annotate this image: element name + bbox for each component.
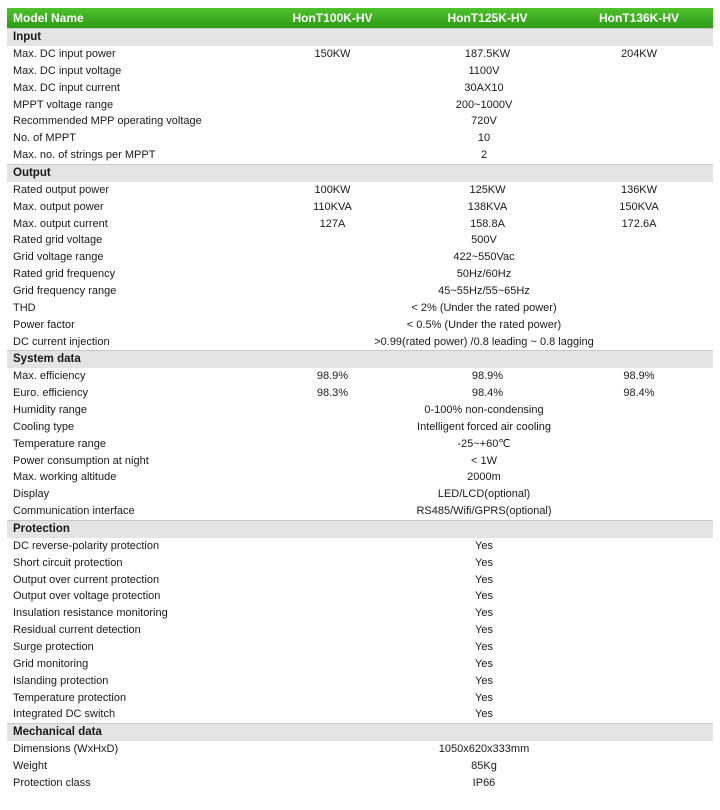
spec-label: Insulation resistance monitoring — [13, 607, 168, 620]
spec-label: Dimensions (WxHxD) — [13, 743, 119, 756]
spec-row — [7, 130, 713, 147]
spec-value-all-models: 1100V — [468, 64, 500, 77]
spec-label: Rated grid frequency — [13, 268, 116, 281]
spec-row — [7, 775, 713, 792]
spec-label: No. of MPPT — [13, 132, 76, 145]
spec-label: Temperature range — [13, 437, 106, 450]
spec-label: Power consumption at night — [13, 454, 149, 467]
section-header: Input — [7, 28, 713, 46]
spec-label: THD — [13, 301, 36, 314]
spec-value-model-3: 98.4% — [623, 387, 655, 400]
spec-label: Surge protection — [13, 641, 94, 653]
spec-table — [7, 8, 713, 792]
spec-value-all-models: 200~1000V — [455, 98, 513, 111]
spec-row — [7, 486, 713, 503]
table-header — [7, 8, 713, 28]
spec-value-model-1: 100KW — [314, 183, 351, 196]
spec-label: Max. DC input current — [13, 81, 120, 94]
spec-label: MPPT voltage range — [13, 98, 114, 111]
spec-value-all-models: RS485/Wifi/GPRS(optional) — [416, 505, 552, 518]
spec-row — [7, 199, 713, 216]
spec-label: Rated grid voltage — [13, 234, 103, 247]
spec-row — [7, 334, 713, 351]
header-model-1: HonT100K-HV — [292, 11, 373, 25]
spec-row — [7, 639, 713, 656]
spec-row — [7, 706, 713, 723]
spec-label: Display — [13, 488, 50, 501]
spec-row — [7, 503, 713, 520]
spec-row — [7, 419, 713, 436]
spec-row — [7, 317, 713, 334]
spec-row — [7, 249, 713, 266]
spec-value-model-2: 98.4% — [471, 387, 504, 400]
spec-label: Grid frequency range — [13, 284, 117, 297]
section-header: System data — [7, 350, 713, 368]
spec-label: Humidity range — [13, 404, 87, 417]
spec-label: Output over current protection — [13, 573, 160, 586]
spec-row — [7, 216, 713, 233]
spec-label: Cooling type — [13, 420, 75, 433]
spec-value-model-1: 98.3% — [316, 387, 349, 400]
spec-value-all-models: < 0.5% (Under the rated power) — [406, 318, 562, 331]
spec-label: Euro. efficiency — [13, 387, 89, 400]
spec-value-all-models: < 1W — [471, 454, 497, 467]
spec-value-model-3: 136KW — [620, 183, 658, 196]
spec-label: Weight — [13, 760, 48, 773]
spec-value-all-models: Yes — [475, 657, 493, 670]
spec-label: Output over voltage protection — [13, 590, 161, 603]
spec-label: Recommended MPP operating voltage — [13, 115, 202, 128]
spec-label: Max. output power — [13, 200, 104, 213]
spec-label: Integrated DC switch — [13, 708, 116, 721]
spec-value-all-models: Yes — [475, 624, 493, 637]
spec-value-all-models: LED/LCD(optional) — [437, 488, 531, 501]
spec-label: Rated output power — [13, 183, 110, 196]
spec-value-model-1: 150KW — [314, 48, 351, 60]
spec-row — [7, 46, 713, 63]
spec-value-all-models: Yes — [475, 573, 493, 586]
spec-value-all-models: 10 — [477, 132, 491, 145]
spec-label: Max. working altitude — [13, 471, 117, 484]
spec-value-all-models: Yes — [475, 708, 493, 721]
spec-value-all-models: Yes — [475, 539, 493, 552]
spec-row — [7, 453, 713, 470]
spec-value-model-2: 158.8A — [470, 217, 505, 230]
spec-value-all-models: Yes — [475, 674, 493, 687]
spec-value-all-models: 422~550Vac — [453, 251, 515, 264]
spec-value-all-models: Yes — [475, 556, 493, 569]
spec-label: Power factor — [13, 318, 75, 331]
spec-value-all-models: 2 — [480, 149, 488, 162]
spec-value-all-models: Yes — [475, 590, 493, 603]
spec-value-model-3: 204KW — [620, 48, 658, 60]
spec-value-all-models: IP66 — [472, 776, 496, 789]
spec-value-all-models: 720V — [471, 115, 497, 128]
spec-row — [7, 266, 713, 283]
spec-row — [7, 368, 713, 385]
spec-row — [7, 385, 713, 402]
spec-label: Max. efficiency — [13, 370, 86, 383]
spec-row — [7, 469, 713, 486]
spec-row — [7, 605, 713, 622]
table-body — [7, 28, 713, 792]
spec-label: Islanding protection — [13, 674, 109, 687]
spec-value-model-2: 138KVA — [467, 200, 508, 213]
spec-row — [7, 741, 713, 758]
spec-value-model-1: 110KVA — [313, 200, 352, 213]
spec-value-all-models: 2000m — [467, 471, 501, 484]
spec-value-model-1: 127A — [319, 217, 346, 230]
spec-value-all-models: Yes — [475, 641, 493, 653]
spec-label: DC reverse-polarity protection — [13, 539, 160, 552]
spec-value-model-3: 172.6A — [621, 217, 657, 230]
section-header: Output — [7, 164, 713, 182]
spec-row — [7, 80, 713, 97]
spec-label: Short circuit protection — [13, 556, 123, 569]
header-model-3: HonT136K-HV — [598, 11, 679, 25]
spec-label: Max. DC input voltage — [13, 64, 122, 77]
spec-value-model-1: 98.9% — [316, 370, 349, 383]
spec-value-model-3: 150KVA — [619, 200, 659, 213]
spec-row — [7, 402, 713, 419]
spec-value-all-models: 45~55Hz/55~65Hz — [438, 284, 530, 297]
spec-row — [7, 97, 713, 114]
spec-value-all-models: 1050x620x333mm — [438, 743, 530, 756]
spec-value-model-3: 98.9% — [623, 370, 655, 383]
spec-row — [7, 113, 713, 130]
spec-value-all-models: Intelligent forced air cooling — [417, 420, 551, 433]
spec-value-all-models: >0.99(rated power) /0.8 leading ~ 0.8 lagging — [374, 335, 594, 348]
spec-row — [7, 572, 713, 589]
spec-value-all-models: Yes — [475, 691, 493, 704]
spec-row — [7, 63, 713, 80]
spec-label: Grid voltage range — [13, 251, 104, 264]
spec-label: Protection class — [13, 776, 91, 789]
spec-row — [7, 673, 713, 690]
spec-value-model-2: 98.9% — [471, 370, 504, 383]
spec-label: Max. no. of strings per MPPT — [13, 149, 156, 162]
spec-row — [7, 232, 713, 249]
spec-row — [7, 622, 713, 639]
spec-value-all-models: 30AX10 — [464, 81, 504, 94]
header-model-2: HonT125K-HV — [447, 11, 528, 25]
spec-row — [7, 538, 713, 555]
spec-row — [7, 656, 713, 673]
spec-value-model-2: 187.5KW — [464, 48, 511, 60]
section-header: Protection — [7, 520, 713, 538]
spec-row — [7, 300, 713, 317]
section-header: Mechanical data — [7, 723, 713, 741]
spec-row — [7, 182, 713, 199]
spec-row — [7, 283, 713, 300]
spec-label: Temperature protection — [13, 691, 127, 704]
spec-value-all-models: < 2% (Under the rated power) — [411, 301, 557, 314]
spec-label: Residual current detection — [13, 624, 141, 637]
spec-row — [7, 555, 713, 572]
spec-row — [7, 588, 713, 605]
spec-value-all-models: 500V — [471, 234, 497, 247]
header-model-name-label: Model Name — [13, 11, 84, 25]
spec-row — [7, 758, 713, 775]
spec-row — [7, 436, 713, 453]
spec-row — [7, 690, 713, 707]
spec-value-all-models: 85Kg — [471, 760, 497, 773]
spec-label: Communication interface — [13, 505, 135, 518]
spec-row — [7, 147, 713, 164]
spec-value-all-models: 50Hz/60Hz — [456, 268, 512, 281]
spec-value-all-models: 0-100% non-condensing — [424, 404, 544, 417]
spec-label: Max. output current — [13, 217, 108, 230]
spec-label: Max. DC input power — [13, 48, 116, 60]
spec-label: Grid monitoring — [13, 657, 89, 670]
spec-value-model-2: 125KW — [469, 183, 506, 196]
spec-label: DC current injection — [13, 335, 110, 348]
spec-value-all-models: -25~+60℃ — [457, 437, 511, 450]
spec-value-all-models: Yes — [475, 607, 493, 620]
